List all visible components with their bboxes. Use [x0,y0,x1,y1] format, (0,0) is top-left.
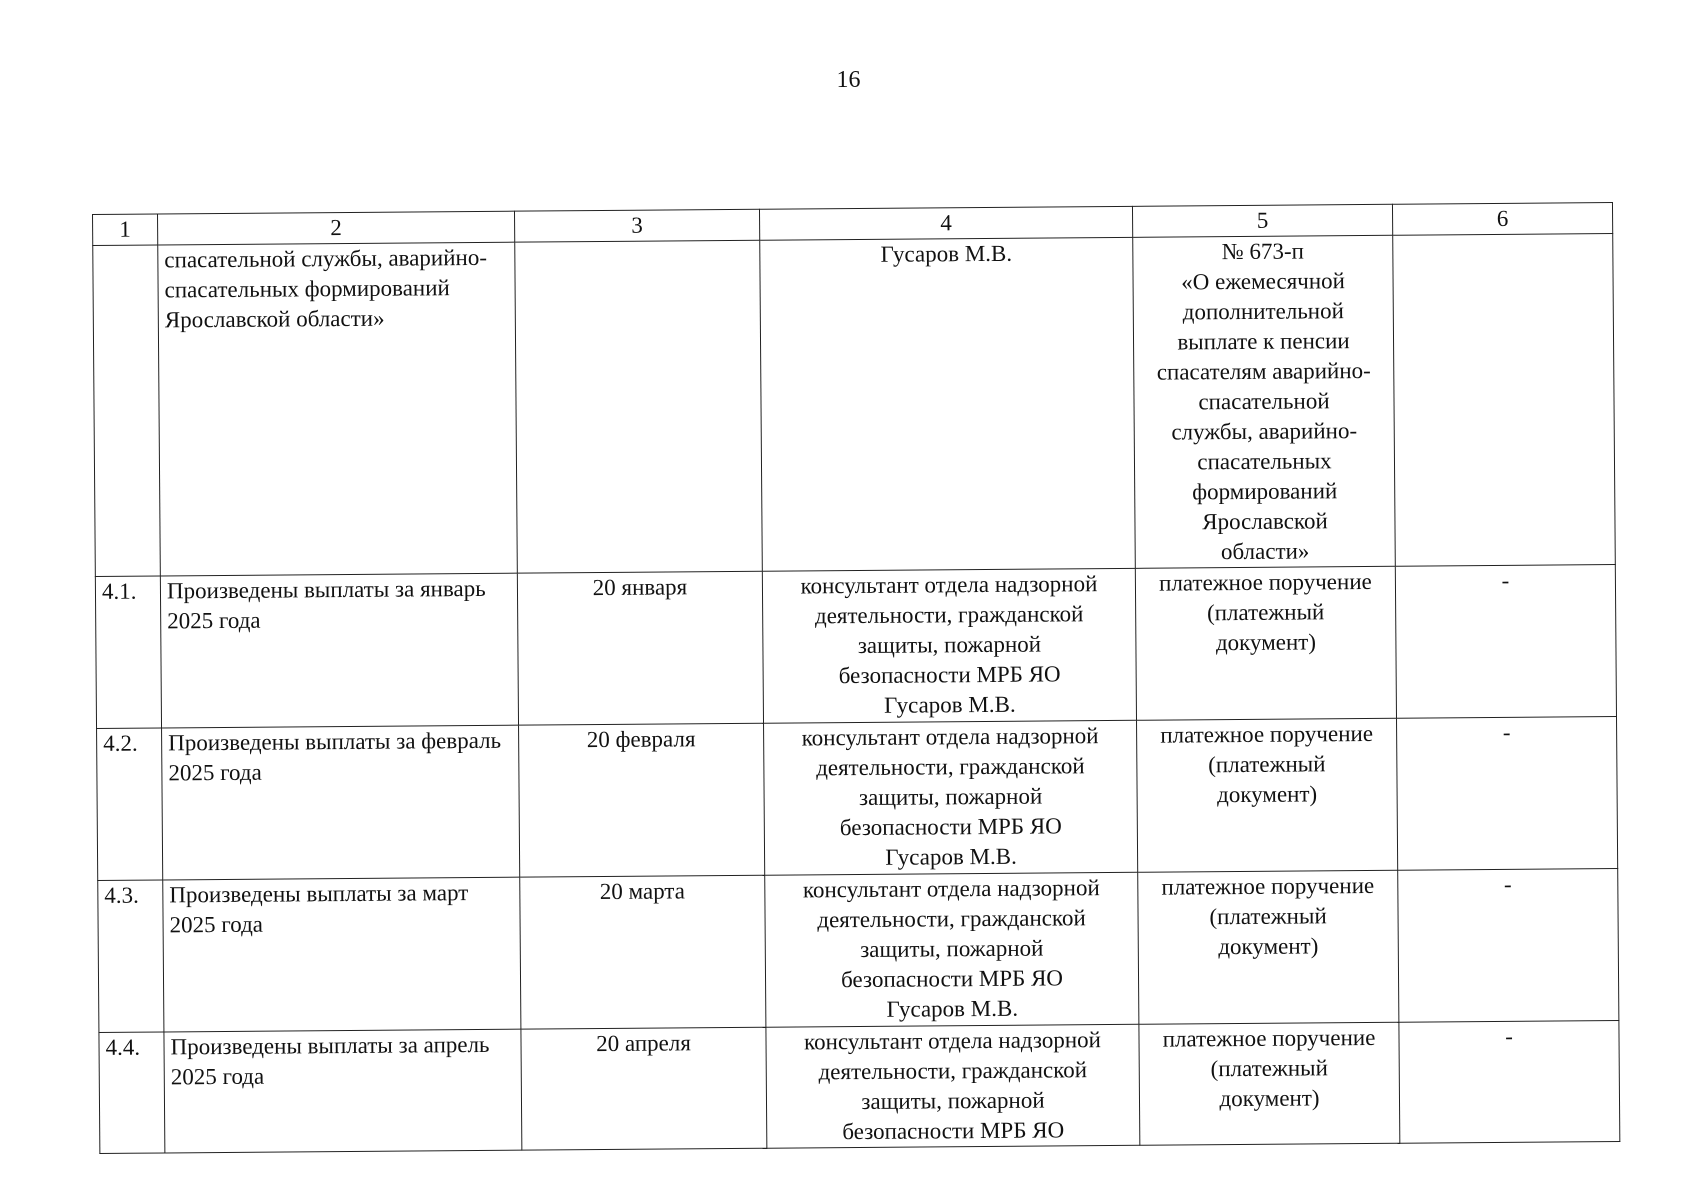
page-number: 16 [836,67,861,93]
table-row [97,717,1618,881]
responsible-line: деятельности, гражданской [816,753,1085,781]
responsible-line: Гусаров М.В. [884,691,1016,718]
header-col-2: 2 [158,211,515,245]
cell-number: 4.4. [99,1032,165,1154]
doc-line: формирований [1192,478,1338,505]
doc-line: службы, аварийно- [1171,418,1358,445]
doc-line: документ) [1218,933,1319,960]
responsible-line: безопасности МРБ ЯО [839,813,1062,841]
continuation-row [93,234,1616,577]
cell-date: 20 февраля [519,723,765,877]
cell-number: 4.1. [95,576,161,729]
doc-line: дополнительной [1182,298,1344,325]
responsible-line: Гусаров М.В. [885,843,1017,870]
table-row [98,869,1619,1033]
cell-document [1135,566,1396,720]
header-col-1: 1 [93,214,158,246]
doc-line: платежное поручение [1160,720,1374,748]
cell-note [1393,234,1616,567]
doc-line: спасателям аварийно- [1156,357,1371,385]
responsible-line: защиты, пожарной [860,935,1044,962]
cell-note: - [1395,565,1616,719]
cell-description: Произведены выплаты за февраль 2025 года [162,725,520,880]
header-col-6: 6 [1392,203,1612,236]
cell-responsible [762,568,1136,723]
doc-line: платежное поручение [1158,568,1372,596]
responsible-line: безопасности МРБ ЯО [842,1117,1065,1145]
doc-line: документ) [1219,1085,1320,1112]
cell-document [1133,235,1396,568]
responsible-line: безопасности МРБ ЯО [838,661,1061,689]
responsible-line: консультант отдела надзорной [800,571,1098,599]
doc-line: (платежный [1210,1055,1328,1082]
cell-responsible [764,720,1138,875]
cell-number: 4.3. [98,880,164,1033]
header-col-5: 5 [1132,204,1392,237]
doc-line: платежное поручение [1161,872,1375,900]
cell-note: - [1399,1021,1620,1144]
doc-line: выплате к пенсии [1177,328,1350,355]
cell-description: Произведены выплаты за январь 2025 года [160,573,518,728]
responsible-line: деятельности, гражданской [817,905,1086,933]
responsible-line: защиты, пожарной [858,783,1043,810]
cell-description: Произведены выплаты за апрель 2025 года [164,1029,522,1153]
header-col-4: 4 [759,206,1132,240]
table-row [95,565,1616,729]
cell-number: 4.2. [97,728,163,881]
cell-date: 20 марта [520,875,766,1029]
doc-line: документ) [1215,629,1317,656]
cell-note: - [1397,717,1618,871]
responsible-line: защиты, пожарной [857,631,1042,658]
cell-number [93,245,161,577]
cell-description: спасательной службы, аварийно-спасательных формирований Ярославской области» [158,242,518,576]
cell-responsible [765,872,1139,1027]
cell-document [1139,1022,1400,1145]
cell-date [515,240,763,573]
cell-document [1138,870,1399,1024]
responsible-line: консультант отдела надзорной [804,1027,1102,1055]
table-row [99,1021,1620,1154]
cell-date: 20 января [517,571,763,725]
responsible-line: защиты, пожарной [861,1087,1045,1114]
cell-document [1137,718,1398,872]
doc-line: платежное поручение [1162,1024,1376,1052]
cell-note: - [1398,869,1619,1023]
doc-line: (платежный [1206,599,1325,626]
responsible-line: безопасности МРБ ЯО [840,965,1064,993]
responsible-line: консультант отдела надзорной [802,875,1100,903]
doc-line: документ) [1216,781,1318,808]
cell-date: 20 апреля [521,1027,767,1150]
doc-line: № 673-п [1221,238,1305,265]
doc-line: Ярославской [1202,508,1328,535]
doc-line: (платежный [1208,751,1326,778]
doc-line: спасательных [1197,448,1332,475]
plan-table [92,202,1620,1154]
responsible-line: деятельности, гражданской [818,1057,1088,1085]
cell-responsible: Гусаров М.В. [760,237,1136,571]
doc-line: спасательной [1198,388,1330,415]
responsible-line: деятельности, гражданской [814,601,1084,629]
responsible-line: Гусаров М.В. [886,995,1019,1022]
responsible-line: консультант отдела надзорной [801,723,1099,751]
header-col-3: 3 [514,209,759,242]
cell-responsible [766,1024,1140,1148]
doc-line: «О ежемесячной [1181,268,1346,295]
doc-line: области» [1220,538,1310,565]
cell-description: Произведены выплаты за март 2025 года [163,877,521,1032]
doc-line: (платежный [1209,903,1327,930]
